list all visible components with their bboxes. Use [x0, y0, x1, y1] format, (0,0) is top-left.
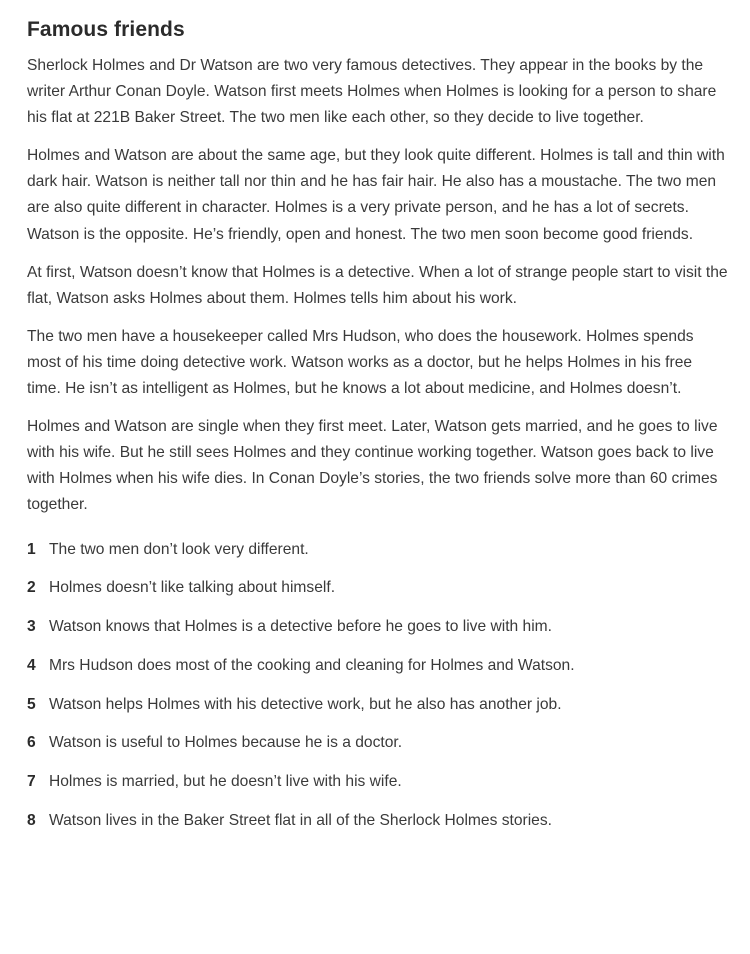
question-item [27, 537, 728, 576]
question-text: Mrs Hudson does most of the cooking and cleaning for Holmes and Watson. [49, 656, 575, 674]
paragraph: Holmes and Watson are single when they first meet. Later, Watson gets married, and he goes to live with his wife. But he still sees Holmes and they continue working together. Watson goes back to live with Holmes when his wife dies. In Conan Doyle’s stories, the two friends solve more than 60 crimes together. [27, 418, 718, 514]
paragraph: The two men have a housekeeper called Mrs Hudson, who does the housework. Holmes spends most of his time doing detective work. Watson works as a doctor, but he helps Holmes in his free time. He isn’t as intelligent as Holmes, but he knows a lot about medicine, and Holmes doesn’t. [27, 327, 694, 398]
question-number: 4 [27, 656, 36, 674]
paragraph: Holmes and Watson are about the same age, but they look quite different. Holmes is tall and thin with dark hair. Watson is neither tall nor thin and he has fair hair. He also has a moustache. The two men are also quite different in character. Holmes is a very private person, and he has a lot of secrets. Watson is the opposite. He’s friendly, open and honest. The two men soon become good friends. [27, 147, 725, 243]
paragraph: At first, Watson doesn’t know that Holmes is a detective. When a lot of strange people start to visit the flat, Watson asks Holmes about them. Holmes tells him about his work. [27, 263, 728, 307]
question-text: The two men don’t look very different. [49, 540, 309, 558]
question-number: 5 [27, 695, 36, 713]
question-item [27, 769, 728, 808]
question-item [27, 808, 728, 847]
question-item [27, 653, 728, 692]
question-number: 7 [27, 773, 36, 791]
article-title: Famous friends [27, 18, 185, 41]
question-text: Holmes doesn’t like talking about himself. [49, 579, 336, 597]
question-number: 6 [27, 734, 36, 752]
question-text: Watson knows that Holmes is a detective before he goes to live with him. [49, 618, 552, 636]
question-number: 2 [27, 579, 36, 597]
question-text: Watson is useful to Holmes because he is a doctor. [49, 734, 403, 752]
question-number: 1 [27, 540, 36, 558]
question-text: Watson lives in the Baker Street flat in all of the Sherlock Holmes stories. [49, 812, 552, 830]
question-item [27, 730, 728, 769]
question-text: Watson helps Holmes with his detective work, but he also has another job. [49, 695, 562, 713]
question-item [27, 692, 728, 731]
paragraph: Sherlock Holmes and Dr Watson are two very famous detectives. They appear in the books by the writer Arthur Conan Doyle. Watson first meets Holmes when Holmes is looking for a person to share his flat at 221B Baker Street. The two men like each other, so they decide to live together. [27, 57, 717, 127]
question-list [27, 537, 728, 847]
question-text: Holmes is married, but he doesn’t live with his wife. [49, 773, 402, 791]
question-number: 8 [27, 812, 36, 830]
question-item [27, 575, 728, 614]
article-body [27, 53, 728, 519]
question-item [27, 614, 728, 653]
question-number: 3 [27, 618, 36, 636]
